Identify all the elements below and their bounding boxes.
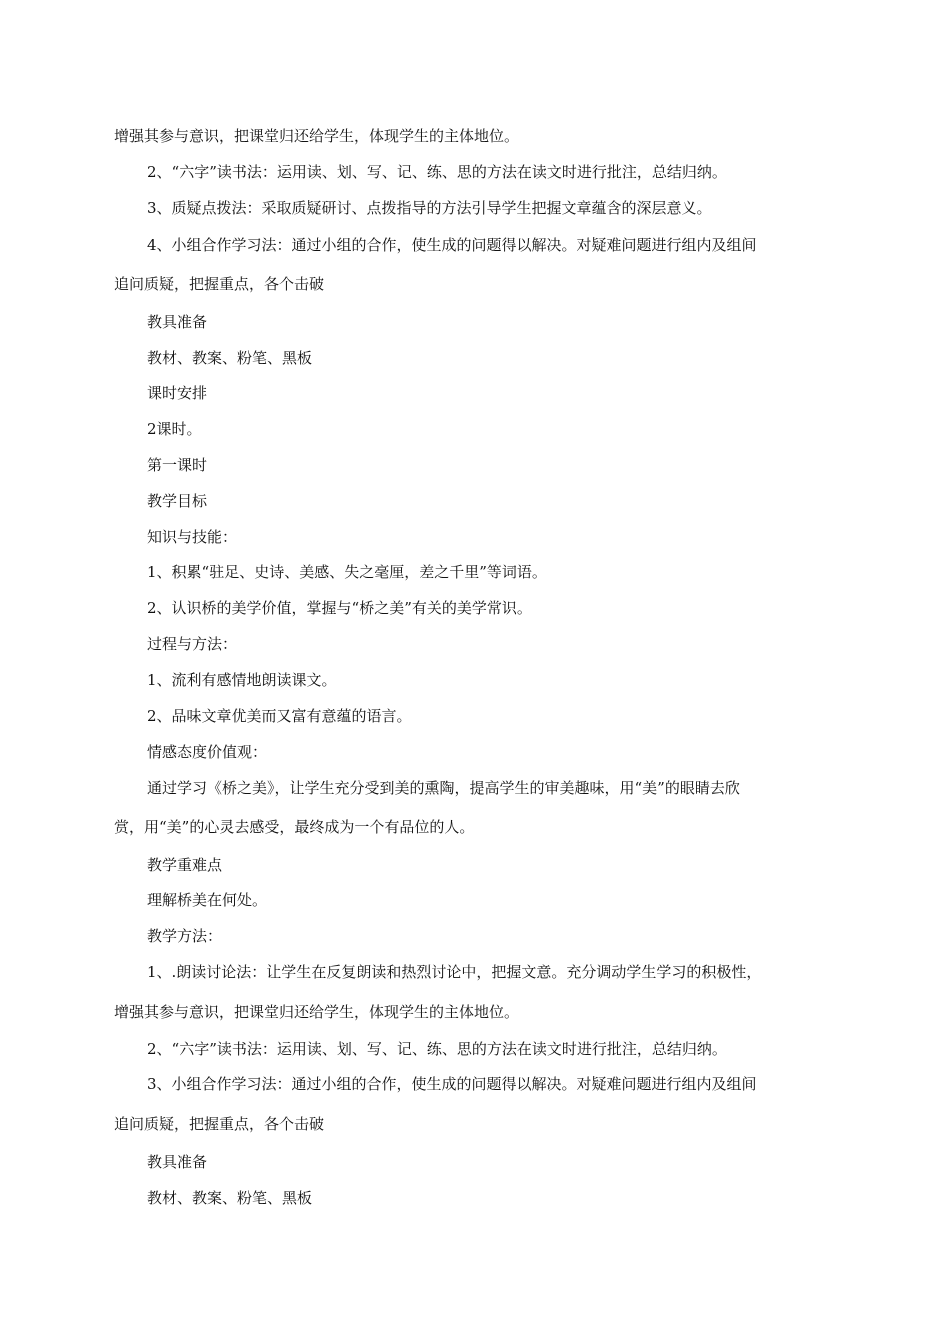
paragraph-line: 1、流利有感情地朗读课文。 [147,671,337,689]
section-heading: 教学方法： [147,927,223,945]
paragraph-line: 2、品味文章优美而又富有意蕴的语言。 [147,707,412,725]
subsection-heading: 过程与方法： [147,635,238,653]
paragraph-line: 4、小组合作学习法：通过小组的合作，使生成的问题得以解决。对疑难问题进行组内及组间 [147,236,757,254]
paragraph-line: 3、小组合作学习法：通过小组的合作，使生成的问题得以解决。对疑难问题进行组内及组间 [147,1075,757,1093]
paragraph-line: 通过学习《桥之美》，让学生充分受到美的熏陶，提高学生的审美趣味，用“美”的眼睛去欣 [147,779,740,797]
section-heading: 教学重难点 [147,856,223,874]
subsection-heading: 知识与技能： [147,528,238,546]
subsection-heading: 情感态度价值观： [147,743,268,761]
paragraph-line: 2课时。 [147,420,202,438]
paragraph-line: 1、.朗读讨论法：让学生在反复朗读和热烈讨论中，把握文意。充分调动学生学习的积极性， [147,963,762,981]
paragraph-line: 2、“六字”读书法：运用读、划、写、记、练、思的方法在读文时进行批注，总结归纳。 [147,1040,727,1058]
paragraph-line: 追问质疑，把握重点，各个击破 [114,275,325,293]
paragraph-line: 2、“六字”读书法：运用读、划、写、记、练、思的方法在读文时进行批注，总结归纳。 [147,163,727,181]
paragraph-line: 2、认识桥的美学价值，掌握与“桥之美”有关的美学常识。 [147,599,532,617]
paragraph-line: 1、积累“驻足、史诗、美感、失之毫厘，差之千里”等词语。 [147,563,547,581]
section-heading: 第一课时 [147,456,208,474]
paragraph-line: 增强其参与意识，把课堂归还给学生，体现学生的主体地位。 [114,1003,520,1021]
paragraph-line: 赏，用“美”的心灵去感受，最终成为一个有品位的人。 [114,818,475,836]
paragraph-line: 教材、教案、粉笔、黑板 [147,349,313,367]
paragraph-line: 3、质疑点拨法：采取质疑研讨、点拨指导的方法引导学生把握文章蕴含的深层意义。 [147,199,712,217]
paragraph-line: 教材、教案、粉笔、黑板 [147,1189,313,1207]
section-heading: 教具准备 [147,1153,208,1171]
section-heading: 课时安排 [147,384,208,402]
paragraph-line: 理解桥美在何处。 [147,891,268,909]
paragraph-line: 追问质疑，把握重点，各个击破 [114,1115,325,1133]
section-heading: 教学目标 [147,492,208,510]
paragraph-line: 增强其参与意识，把课堂归还给学生，体现学生的主体地位。 [114,127,520,145]
section-heading: 教具准备 [147,313,208,331]
